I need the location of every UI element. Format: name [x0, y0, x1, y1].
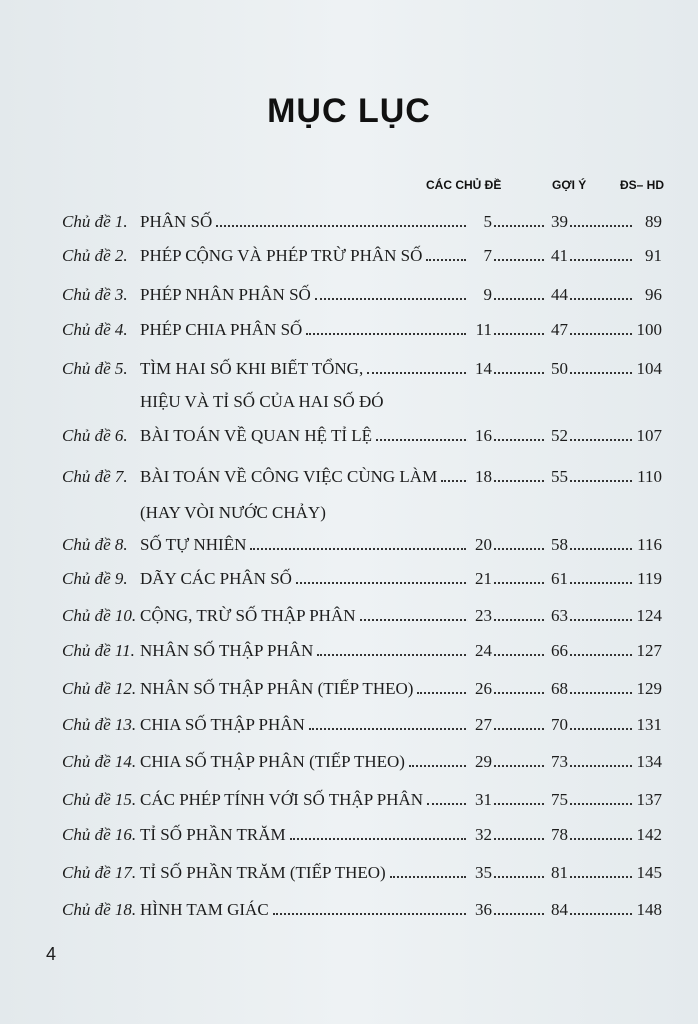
toc-entry-title-continuation: HIỆU VÀ TỈ SỐ CỦA HAI SỐ ĐÓ: [140, 392, 384, 411]
toc-entry-label: Chủ đề 10.: [62, 606, 137, 625]
topic-page-number: 31: [475, 790, 492, 809]
toc-entry: [62, 467, 662, 491]
topic-page-number: 36: [475, 900, 492, 919]
toc-entry-title: BÀI TOÁN VỀ QUAN HỆ TỈ LỆ: [140, 426, 373, 445]
topic-page-number: 9: [483, 285, 492, 304]
toc-entry-title: CÁC PHÉP TÍNH VỚI SỐ THẬP PHÂN: [140, 790, 424, 809]
toc-entry-title: NHÂN SỐ THẬP PHÂN: [140, 641, 314, 660]
leader-dots: [570, 581, 632, 584]
toc-entry: [62, 212, 662, 236]
leader-dots: [570, 224, 632, 227]
toc-entry-title: PHÉP NHÂN PHÂN SỐ: [140, 285, 311, 304]
hint-page-number: 73: [551, 752, 568, 771]
answer-page-number: 142: [636, 825, 662, 844]
topic-page-number: 35: [475, 863, 492, 882]
column-header-topics: CÁC CHỦ ĐỀ: [426, 178, 502, 192]
leader-dots: [570, 438, 632, 441]
leader-dots: [427, 802, 466, 805]
leader-dots: [494, 875, 544, 878]
leader-dots: [494, 547, 544, 550]
topic-page-number: 29: [475, 752, 492, 771]
leader-dots: [570, 618, 632, 621]
toc-entry-label: Chủ đề 18.: [62, 900, 137, 919]
toc-entry-title: CHIA SỐ THẬP PHÂN: [140, 715, 305, 734]
leader-dots: [273, 912, 466, 915]
leader-dots: [570, 653, 632, 656]
leader-dots: [570, 371, 632, 374]
toc-entry: [62, 863, 662, 887]
toc-entry-title: TÌM HAI SỐ KHI BIẾT TỔNG,: [140, 359, 364, 378]
leader-dots: [494, 332, 544, 335]
toc-entry-title: CỘNG, TRỪ SỐ THẬP PHÂN: [140, 606, 356, 625]
leader-dots: [315, 297, 466, 300]
leader-dots: [570, 479, 632, 482]
toc-entry-label: Chủ đề 5.: [62, 359, 128, 378]
leader-dots: [570, 875, 632, 878]
leader-dots: [409, 764, 466, 767]
toc-entry-label: Chủ đề 11.: [62, 641, 135, 660]
toc-entry: [62, 752, 662, 776]
hint-page-number: 52: [551, 426, 568, 445]
leader-dots: [494, 224, 544, 227]
topic-page-number: 11: [475, 320, 492, 339]
answer-page-number: 100: [636, 320, 662, 339]
leader-dots: [494, 438, 544, 441]
leader-dots: [570, 297, 632, 300]
topic-page-number: 24: [475, 641, 492, 660]
toc-entry-label: Chủ đề 15.: [62, 790, 137, 809]
toc-entry-title: HÌNH TAM GIÁC: [140, 900, 269, 919]
answer-page-number: 116: [637, 535, 662, 554]
hint-page-number: 50: [551, 359, 568, 378]
toc-entry-label: Chủ đề 4.: [62, 320, 128, 339]
leader-dots: [250, 547, 466, 550]
toc-entry-title: BÀI TOÁN VỀ CÔNG VIỆC CÙNG LÀM: [140, 467, 438, 486]
leader-dots: [570, 912, 632, 915]
leader-dots: [570, 837, 632, 840]
topic-page-number: 14: [475, 359, 492, 378]
leader-dots: [494, 837, 544, 840]
leader-dots: [494, 297, 544, 300]
toc-entry-label: Chủ đề 13.: [62, 715, 137, 734]
leader-dots: [317, 653, 466, 656]
leader-dots: [309, 727, 466, 730]
answer-page-number: 134: [636, 752, 662, 771]
hint-page-number: 41: [551, 246, 568, 265]
toc-entry-label: Chủ đề 14.: [62, 752, 137, 771]
answer-page-number: 127: [636, 641, 662, 660]
answer-page-number: 145: [636, 863, 662, 882]
toc-entry-title: PHÉP CHIA PHÂN SỐ: [140, 320, 303, 339]
leader-dots: [570, 691, 632, 694]
leader-dots: [306, 332, 466, 335]
toc-entry: [62, 641, 662, 665]
answer-page-number: 91: [645, 246, 662, 265]
leader-dots: [441, 479, 466, 482]
toc-entry-label: Chủ đề 7.: [62, 467, 128, 486]
topic-page-number: 23: [475, 606, 492, 625]
leader-dots: [494, 371, 544, 374]
topic-page-number: 20: [475, 535, 492, 554]
toc-entry-title: PHÉP CỘNG VÀ PHÉP TRỪ PHÂN SỐ: [140, 246, 423, 265]
toc-entry-title: SỐ TỰ NHIÊN: [140, 535, 247, 554]
page-title: MỤC LỤC: [267, 92, 431, 130]
hint-page-number: 75: [551, 790, 568, 809]
leader-dots: [494, 618, 544, 621]
topic-page-number: 5: [483, 212, 492, 231]
leader-dots: [494, 802, 544, 805]
answer-page-number: 129: [636, 679, 662, 698]
leader-dots: [494, 479, 544, 482]
leader-dots: [570, 547, 632, 550]
leader-dots: [390, 875, 466, 878]
column-header-answers: ĐS– HD: [620, 178, 665, 192]
leader-dots: [494, 691, 544, 694]
toc-entry-title: TỈ SỐ PHẦN TRĂM: [140, 825, 286, 844]
hint-page-number: 78: [551, 825, 568, 844]
page-number: 4: [46, 944, 57, 964]
leader-dots: [494, 912, 544, 915]
leader-dots: [360, 618, 467, 621]
hint-page-number: 84: [551, 900, 568, 919]
toc-entry-label: Chủ đề 3.: [62, 285, 128, 304]
leader-dots: [494, 258, 544, 261]
answer-page-number: 119: [637, 569, 662, 588]
toc-entry: [62, 606, 662, 630]
hint-page-number: 68: [551, 679, 568, 698]
toc-entry-label: Chủ đề 8.: [62, 535, 128, 554]
toc-entry: [62, 426, 662, 450]
leader-dots: [494, 727, 544, 730]
hint-page-number: 58: [551, 535, 568, 554]
toc-entry-label: Chủ đề 16.: [62, 825, 137, 844]
toc-entry-label: Chủ đề 9.: [62, 569, 128, 588]
toc-entry: [62, 246, 662, 270]
toc-entry: [62, 790, 662, 814]
topic-page-number: 16: [475, 426, 492, 445]
toc-entry-title-continuation: (HAY VÒI NƯỚC CHẢY): [140, 503, 326, 522]
leader-dots: [376, 438, 466, 441]
answer-page-number: 89: [645, 212, 662, 231]
toc-entry-label: Chủ đề 6.: [62, 426, 128, 445]
hint-page-number: 55: [551, 467, 568, 486]
leader-dots: [426, 258, 466, 261]
answer-page-number: 107: [636, 426, 662, 445]
column-header-hints: GỢI Ý: [552, 178, 587, 192]
toc-entry-title: CHIA SỐ THẬP PHÂN (TIẾP THEO): [140, 752, 405, 771]
leader-dots: [367, 371, 466, 374]
topic-page-number: 18: [475, 467, 492, 486]
leader-dots: [494, 653, 544, 656]
hint-page-number: 63: [551, 606, 568, 625]
toc-entry: [62, 715, 662, 739]
leader-dots: [290, 837, 466, 840]
toc-entry-title: NHÂN SỐ THẬP PHÂN (TIẾP THEO): [140, 679, 414, 698]
toc-entry-label: Chủ đề 2.: [62, 246, 128, 265]
leader-dots: [570, 258, 632, 261]
answer-page-number: 124: [636, 606, 662, 625]
leader-dots: [296, 581, 466, 584]
answer-page-number: 137: [636, 790, 662, 809]
hint-page-number: 39: [551, 212, 568, 231]
leader-dots: [494, 581, 544, 584]
toc-entry: [62, 569, 662, 593]
toc-entry-title: TỈ SỐ PHẦN TRĂM (TIẾP THEO): [140, 863, 386, 882]
toc-entry-title: DÃY CÁC PHÂN SỐ: [140, 569, 292, 588]
hint-page-number: 47: [551, 320, 568, 339]
toc-entry: [62, 825, 662, 849]
toc-entry: [62, 679, 662, 703]
topic-page-number: 27: [475, 715, 492, 734]
hint-page-number: 70: [551, 715, 568, 734]
answer-page-number: 110: [637, 467, 662, 486]
topic-page-number: 21: [475, 569, 492, 588]
leader-dots: [570, 802, 632, 805]
topic-page-number: 7: [483, 246, 492, 265]
answer-page-number: 96: [645, 285, 662, 304]
hint-page-number: 44: [551, 285, 568, 304]
toc-entry: [62, 900, 662, 924]
answer-page-number: 148: [636, 900, 662, 919]
answer-page-number: 131: [636, 715, 662, 734]
leader-dots: [570, 332, 632, 335]
toc-entry-title: PHÂN SỐ: [140, 212, 213, 231]
toc-entry-label: Chủ đề 1.: [62, 212, 128, 231]
topic-page-number: 26: [475, 679, 492, 698]
toc-entry: [62, 359, 662, 383]
toc-entry: [62, 320, 662, 344]
leader-dots: [417, 691, 466, 694]
leader-dots: [570, 764, 632, 767]
toc-entry-label: Chủ đề 12.: [62, 679, 137, 698]
toc-entry-label: Chủ đề 17.: [62, 863, 137, 882]
toc-entry: [62, 535, 662, 559]
hint-page-number: 61: [551, 569, 568, 588]
topic-page-number: 32: [475, 825, 492, 844]
hint-page-number: 66: [551, 641, 568, 660]
leader-dots: [216, 224, 466, 227]
hint-page-number: 81: [551, 863, 568, 882]
leader-dots: [494, 764, 544, 767]
toc-entry: [62, 285, 662, 309]
leader-dots: [570, 727, 632, 730]
answer-page-number: 104: [636, 359, 662, 378]
